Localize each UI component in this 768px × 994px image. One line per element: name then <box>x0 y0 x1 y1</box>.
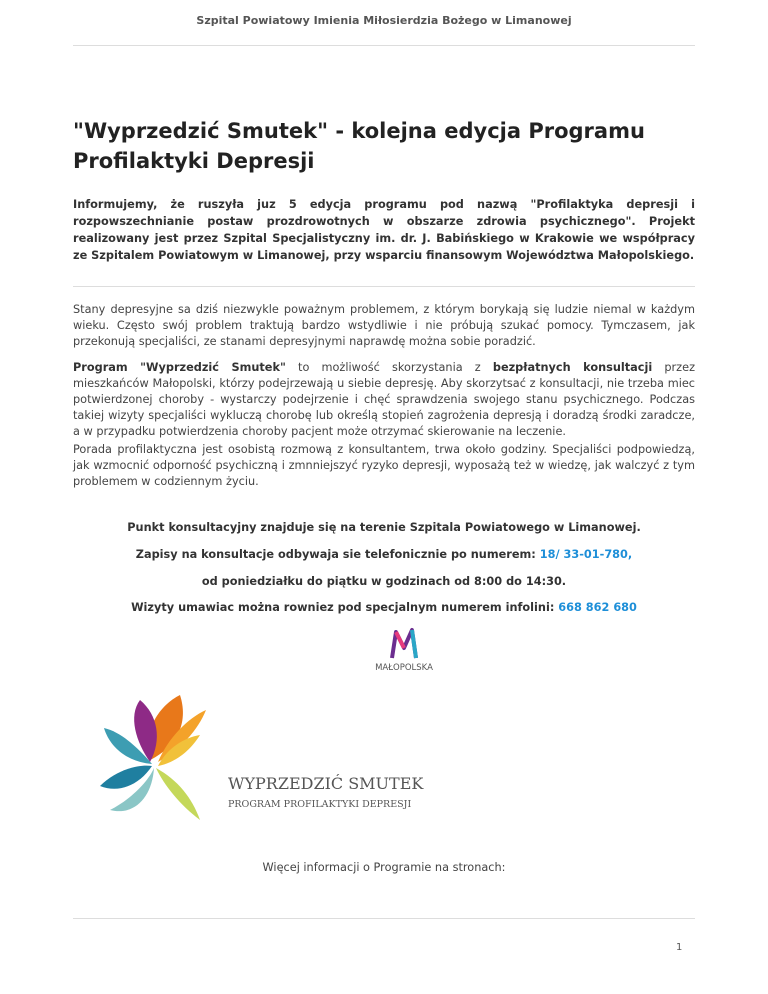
paragraph-2 <box>73 360 695 440</box>
wyprzedzic-smutek-logo <box>80 690 440 830</box>
malopolska-logo-text: MAŁOPOLSKA <box>375 663 433 673</box>
page-header: Szpital Powiatowy Imienia Miłosierdzia Bożego w Limanowej <box>196 14 572 27</box>
more-info-text: Więcej informacji o Programie na stronach: <box>262 861 506 874</box>
registration-phone-link[interactable]: 18/ 33-01-780, <box>539 548 633 561</box>
consultation-location: Punkt konsultacyjny znajduje się na terenie Szpitala Powiatowego w Limanowej. <box>127 521 641 534</box>
registration-info <box>73 548 695 561</box>
infoline-info <box>73 601 695 614</box>
article-title: "Wyprzedzić Smutek" - kolejna edycja Programu Profilaktyki Depresji <box>73 119 645 173</box>
infoline-text: Wizyty umawiac można rowniez pod specjalnym numerem infolini: <box>131 601 559 614</box>
paragraph-2-text-a: to możliwość skorzystania z <box>285 361 493 374</box>
free-consultations: bezpłatnych konsultacji <box>492 361 653 374</box>
header-divider <box>73 45 695 46</box>
opening-hours: od poniedziałku do piątku w godzinach od 8:00 do 14:30. <box>201 575 567 588</box>
footer-divider <box>73 918 695 919</box>
paragraph-3: Porada profilaktyczna jest osobistą rozmową z konsultantem, trwa około godziny. Specjaliści podpowiedzą, jak wzmocnić odporność psychiczną i zmnniejszyć ryzyko depresji, wyposażą też w wiedzę, jak walczyć z tym problemem w codziennym życiu. <box>73 443 695 488</box>
registration-text: Zapisy na konsultacje odbywaja sie telefonicznie po numerem: <box>135 548 540 561</box>
lead-divider <box>73 286 695 287</box>
paragraph-2-text-b: przez mieszkańców Małopolski, którzy podejrzewają u siebie depresję. Aby skorzytsać z konsultacji, nie trzeba miec potwierdzonej choroby - wystarczy podejrzenie i chęć sprawdzenia swojego stanu psychicznego. Podczas takiej wizyty specjaliści wykluczą chorobę lub określą stopień zagrożenia depresją i doradzą środki zaradcze, a w przypadku potwierdzenia choroby pacjent może otrzymać skierowanie na leczenie. <box>73 361 695 438</box>
infoline-phone-link[interactable]: 668 862 680 <box>558 601 637 614</box>
program-logo-title: WYPRZEDZIĆ SMUTEK <box>228 774 424 793</box>
malopolska-logo <box>362 626 446 674</box>
program-logo-subtitle: PROGRAM PROFILAKTYKI DEPRESJI <box>228 799 412 810</box>
page-number: 1 <box>676 942 683 953</box>
article-lead: Informujemy, że ruszyła juz 5 edycja programu pod nazwą "Profilaktyka depresji i rozpowszechnianie postaw prozdrowotnych w obszarze zdrowia psychicznego". Projekt realizowany jest przez Szpital Specjalistyczny im. dr. J. Babińskiego w Krakowie we współpracy ze Szpitalem Powiatowym w Limanowej, przy wsparciu finansowym Województwa Małopolskiego. <box>73 198 695 262</box>
program-name: Program "Wyprzedzić Smutek" <box>73 361 286 374</box>
paragraph-1: Stany depresyjne sa dziś niezwykle poważnym problemem, z którym borykają się ludzie niemal w każdym wieku. Często swój problem traktują bardzo wstydliwie i nie próbują szukać pomocy. Tymczasem, jak przekonują specjaliści, ze stanami depresyjnymi naprawdę można sobie poradzić. <box>73 303 695 348</box>
